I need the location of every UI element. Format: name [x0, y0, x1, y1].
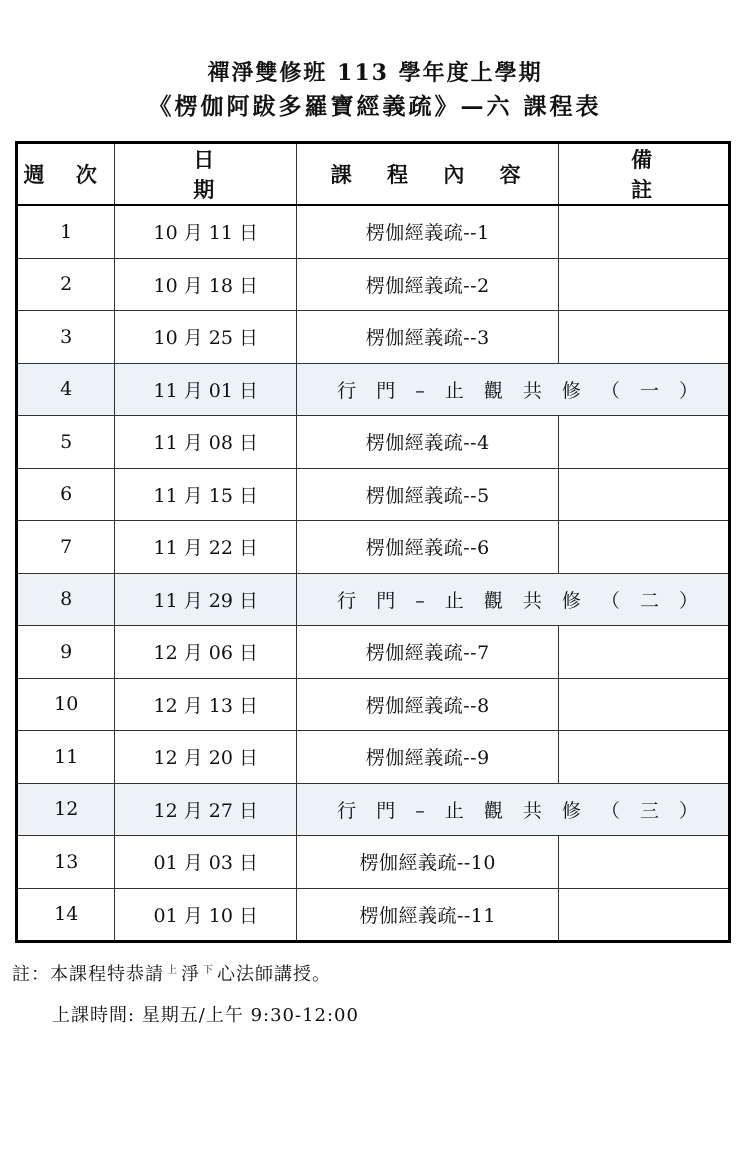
note-prefix: 註：本課程特恭請 [12, 964, 164, 985]
week-cell: 14 [17, 888, 115, 942]
course-schedule-table [15, 141, 731, 943]
week-cell: 5 [17, 416, 115, 469]
week-cell: 3 [17, 311, 115, 364]
content-cell: 楞伽經義疏--3 [297, 311, 559, 364]
date-cell: 10 月 18 日 [115, 258, 297, 311]
table-row-practice [17, 573, 730, 626]
date-cell: 12 月 20 日 [115, 731, 297, 784]
date-cell: 12 月 27 日 [115, 783, 297, 836]
content-cell: 楞伽經義疏--6 [297, 521, 559, 574]
date-cell: 11 月 29 日 [115, 573, 297, 626]
content-cell: 楞伽經義疏--2 [297, 258, 559, 311]
header-date: 日 期 [115, 143, 297, 206]
week-cell: 8 [17, 573, 115, 626]
content-cell: 楞伽經義疏--9 [297, 731, 559, 784]
note-name-char: 淨 [181, 964, 200, 985]
date-cell: 11 月 01 日 [115, 363, 297, 416]
content-cell: 行 門 – 止 觀 共 修 （ 三 ） [297, 783, 730, 836]
table-row [17, 521, 730, 574]
date-cell: 12 月 06 日 [115, 626, 297, 679]
note-cell [559, 521, 730, 574]
content-cell: 楞伽經義疏--4 [297, 416, 559, 469]
week-cell: 2 [17, 258, 115, 311]
table-header-row [17, 143, 730, 206]
note-cell [559, 888, 730, 942]
date-cell: 01 月 03 日 [115, 836, 297, 889]
content-cell: 楞伽經義疏--5 [297, 468, 559, 521]
note-cell [559, 626, 730, 679]
header-note: 備 註 [559, 143, 730, 206]
week-cell: 7 [17, 521, 115, 574]
class-time-note: 上課時間: 星期五/上午 9:30-12:00 [52, 1005, 359, 1026]
date-cell: 12 月 13 日 [115, 678, 297, 731]
date-cell: 10 月 25 日 [115, 311, 297, 364]
content-cell: 楞伽經義疏--7 [297, 626, 559, 679]
note-sup-upper: 上 [167, 965, 178, 976]
table-row [17, 836, 730, 889]
note-cell [559, 416, 730, 469]
note-cell [559, 468, 730, 521]
content-cell: 楞伽經義疏--8 [297, 678, 559, 731]
lecturer-note [12, 960, 331, 986]
table-row [17, 311, 730, 364]
date-cell: 10 月 11 日 [115, 205, 297, 258]
title-line-2: 《楞伽阿跋多羅寶經義疏》—六 課程表 [148, 93, 602, 120]
week-cell: 12 [17, 783, 115, 836]
note-suffix: 心法師講授。 [217, 964, 331, 985]
note-cell [559, 731, 730, 784]
note-cell [559, 678, 730, 731]
table-row [17, 258, 730, 311]
table-row-practice [17, 363, 730, 416]
note-sup-lower: 下 [203, 965, 214, 976]
date-cell: 11 月 22 日 [115, 521, 297, 574]
content-cell: 楞伽經義疏--1 [297, 205, 559, 258]
content-cell: 行 門 – 止 觀 共 修 （ 一 ） [297, 363, 730, 416]
date-cell: 11 月 08 日 [115, 416, 297, 469]
content-cell: 楞伽經義疏--11 [297, 888, 559, 942]
table-row [17, 678, 730, 731]
week-cell: 13 [17, 836, 115, 889]
week-cell: 4 [17, 363, 115, 416]
content-cell: 行 門 – 止 觀 共 修 （ 二 ） [297, 573, 730, 626]
table-row [17, 626, 730, 679]
table-body [17, 205, 730, 942]
week-cell: 10 [17, 678, 115, 731]
table-row [17, 468, 730, 521]
week-cell: 11 [17, 731, 115, 784]
date-cell: 11 月 15 日 [115, 468, 297, 521]
table-row [17, 888, 730, 942]
note-cell [559, 258, 730, 311]
date-cell: 01 月 10 日 [115, 888, 297, 942]
week-cell: 9 [17, 626, 115, 679]
table-row [17, 731, 730, 784]
note-cell [559, 311, 730, 364]
week-cell: 1 [17, 205, 115, 258]
week-cell: 6 [17, 468, 115, 521]
content-cell: 楞伽經義疏--10 [297, 836, 559, 889]
header-content: 課 程 內 容 [297, 143, 559, 206]
table-row [17, 205, 730, 258]
note-cell [559, 205, 730, 258]
title-line-1: 禪淨雙修班 113 學年度上學期 [207, 60, 543, 86]
table-row [17, 416, 730, 469]
header-week: 週 次 [17, 143, 115, 206]
table-row-practice [17, 783, 730, 836]
note-cell [559, 836, 730, 889]
